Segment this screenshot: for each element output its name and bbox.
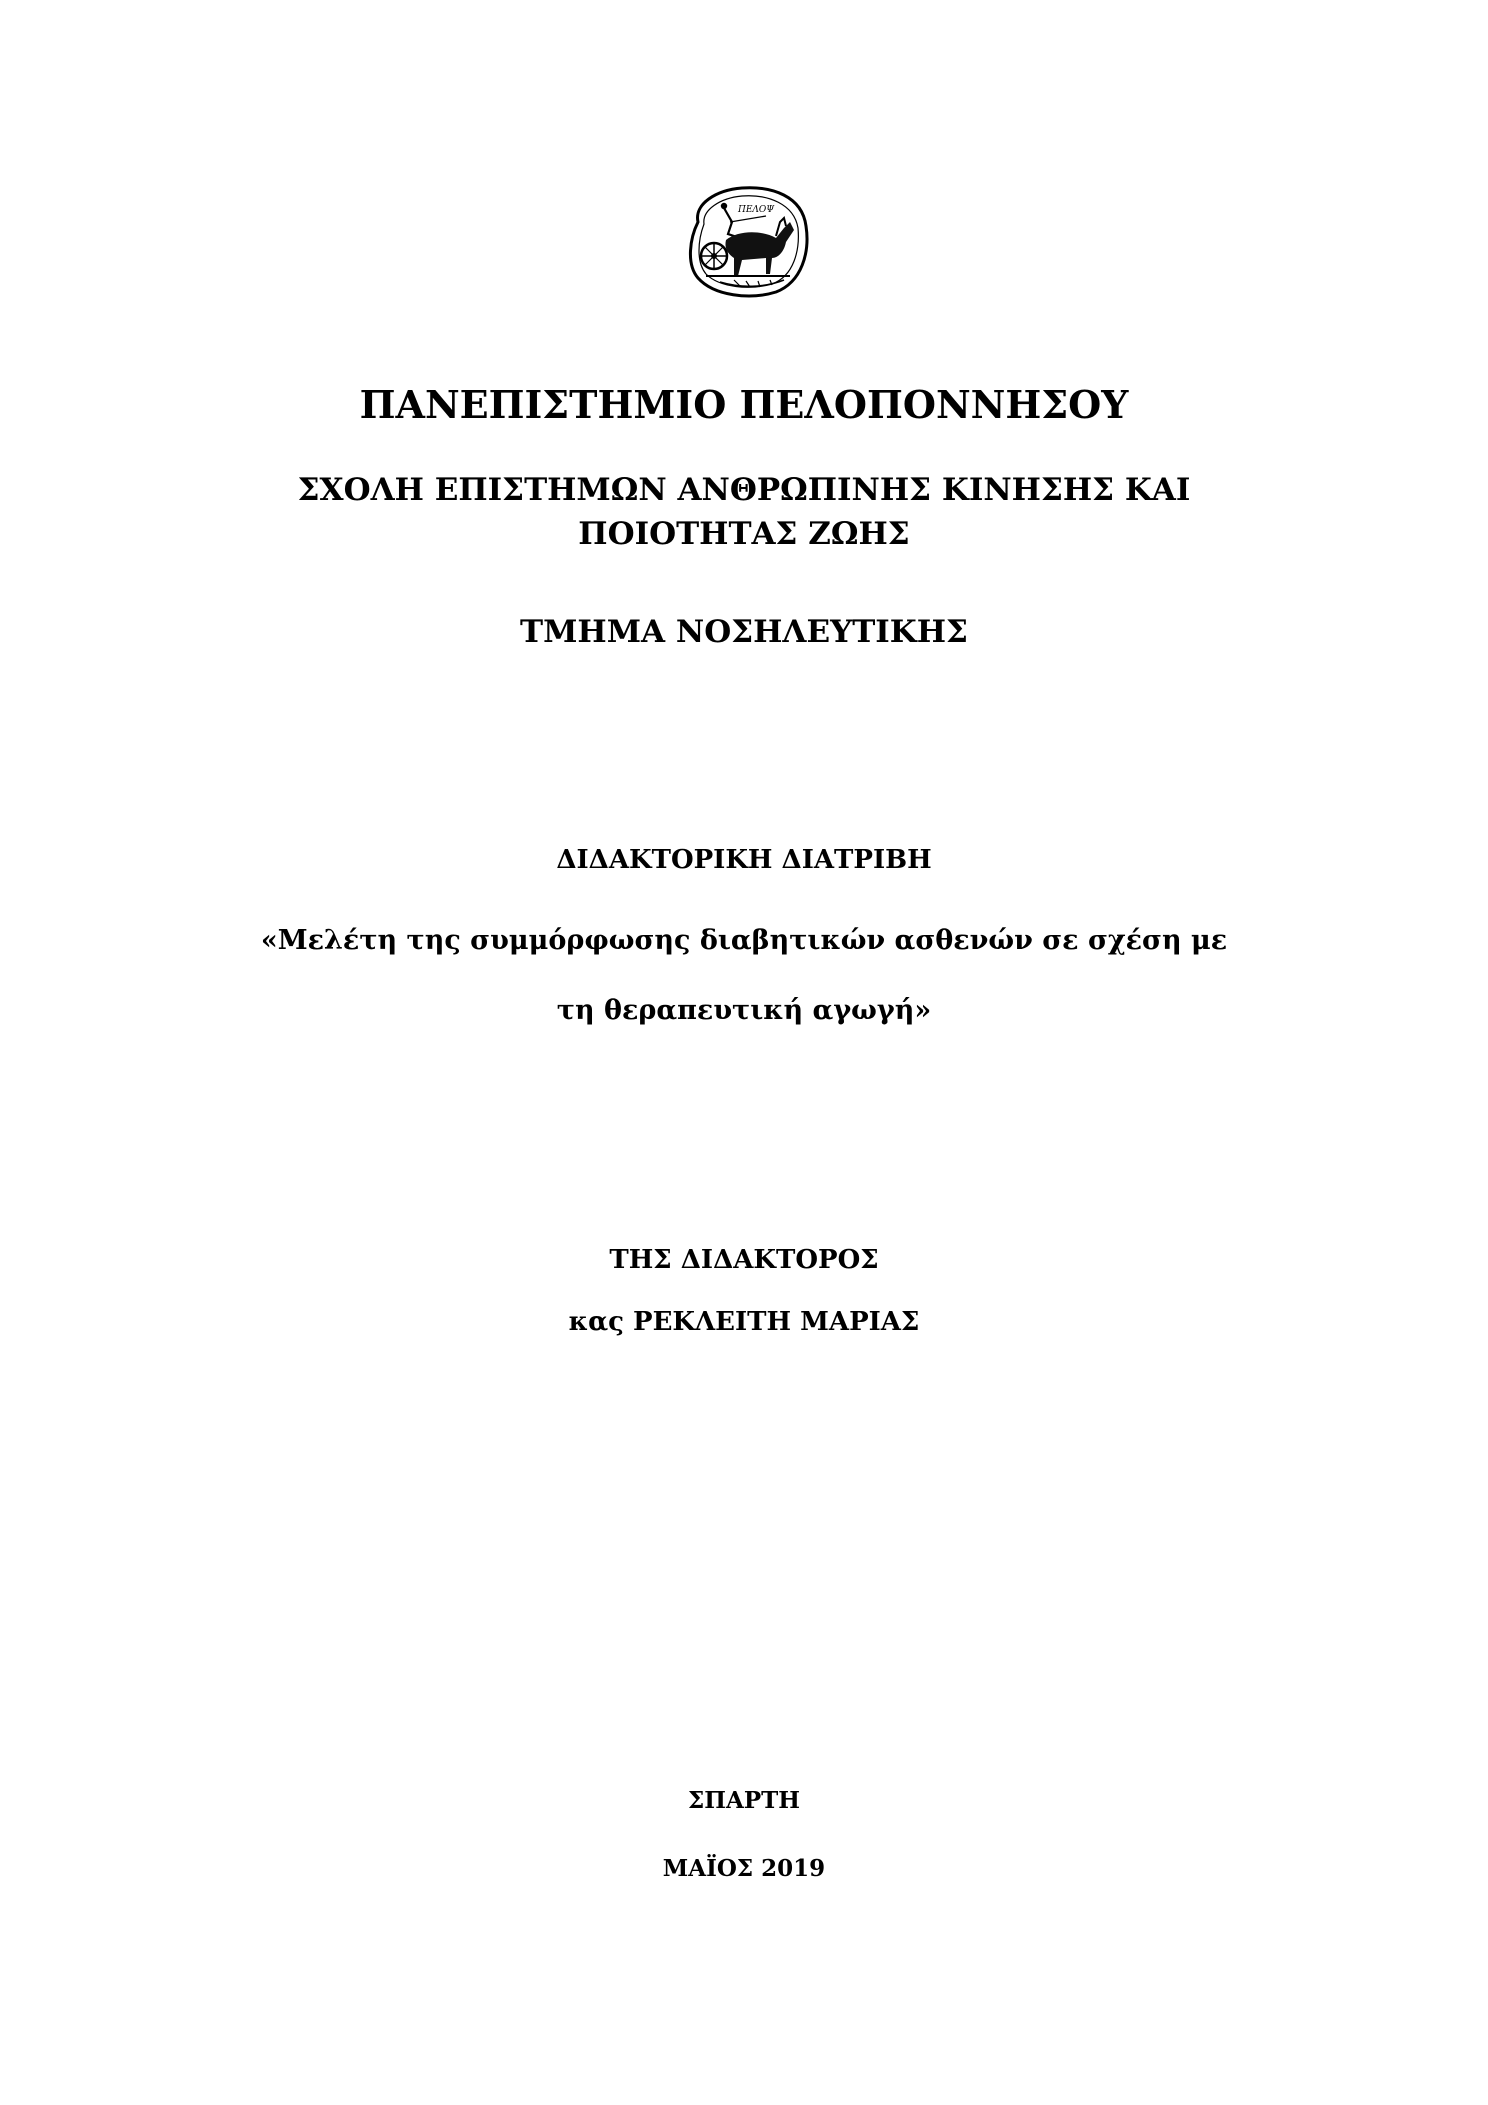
university-name: ΠΑΝΕΠΙΣΤΗΜΙΟ ΠΕΛΟΠΟΝΝΗΣΟΥ [359, 382, 1129, 427]
thesis-title-line-1: «Μελέτη της συμμόρφωσης διαβητικών ασθενών σε σχέση με [260, 925, 1228, 956]
author-label: ΤΗΣ ΔΙΔΑΚΤΟΡΟΣ [609, 1245, 879, 1275]
school-name-line-2: ΠΟΙΟΤΗΤΑΣ ΖΩΗΣ [578, 516, 910, 552]
author-name: κας ΡΕΚΛΕΙΤΗ ΜΑΡΙΑΣ [568, 1307, 920, 1337]
publication-date: ΜΑΪΟΣ 2019 [662, 1855, 826, 1882]
university-seal-icon [680, 182, 812, 300]
svg-text:ΠΕΛΟΨ: ΠΕΛΟΨ [738, 205, 775, 215]
place-of-publication: ΣΠΑΡΤΗ [688, 1787, 800, 1814]
department-name: ΤΜΗΜΑ ΝΟΣΗΛΕΥΤΙΚΗΣ [520, 614, 968, 650]
school-name-line-1: ΣΧΟΛΗ ΕΠΙΣΤΗΜΩΝ ΑΝΘΡΩΠΙΝΗΣ ΚΙΝΗΣΗΣ ΚΑΙ [297, 472, 1191, 508]
document-type: ΔΙΔΑΚΤΟΡΙΚΗ ΔΙΑΤΡΙΒΗ [556, 845, 932, 875]
thesis-title-line-2: τη θεραπευτική αγωγή» [556, 995, 932, 1026]
